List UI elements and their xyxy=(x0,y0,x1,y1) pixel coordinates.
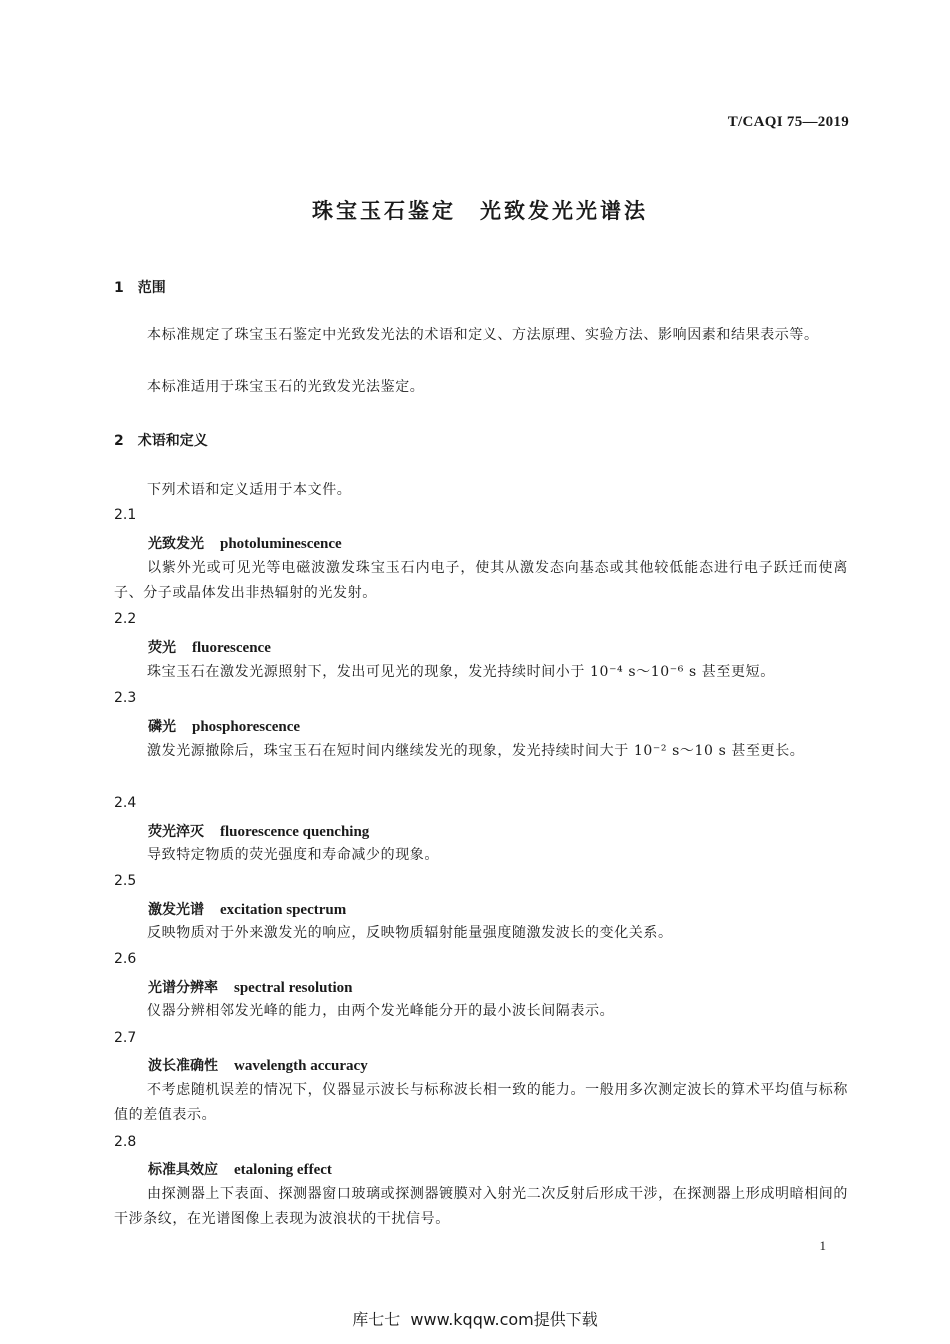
term-zh: 光谱分辨率 xyxy=(148,980,218,996)
term-definition: 由探测器上下表面、探测器窗口玻璃或探测器镀膜对入射光二次反射后形成干涉，在探测器上形成明暗相间的干涉条纹，在光谱图像上表现为波浪状的干扰信号。 xyxy=(114,1186,848,1227)
section-heading-scope: 1 范围 xyxy=(114,280,166,296)
term-zh: 荧光淬灭 xyxy=(148,824,204,840)
term-en: excitation spectrum xyxy=(220,902,347,918)
clause-number: 2.7 xyxy=(114,1030,137,1046)
term-heading xyxy=(148,899,346,919)
term-definition: 以紫外光或可见光等电磁波激发珠宝玉石内电子，使其从激发态向基态或其他较低能态进行电子跃迁而使离子、分子或晶体发出非热辐射的光发射。 xyxy=(114,560,848,601)
term-zh: 标准具效应 xyxy=(148,1162,218,1178)
term-en: fluorescence quenching xyxy=(220,824,370,840)
term-definition: 仪器分辨相邻发光峰的能力，由两个发光峰能分开的最小波长间隔表示。 xyxy=(147,1003,615,1019)
clause-number: 2.1 xyxy=(114,507,137,523)
document-title: 珠宝玉石鉴定 光致发光光谱法 xyxy=(312,199,648,223)
term-en: wavelength accuracy xyxy=(234,1058,368,1074)
scope-paragraph-1: 本标准规定了珠宝玉石鉴定中光致发光法的术语和定义、方法原理、实验方法、影响因素和结果表示等。 xyxy=(147,327,819,343)
clause-number: 2.6 xyxy=(114,951,137,967)
terms-intro: 下列术语和定义适用于本文件。 xyxy=(147,482,352,498)
clause-number: 2.3 xyxy=(114,690,137,706)
doc-code: T/CAQI 75—2019 xyxy=(727,114,849,130)
term-zh: 波长准确性 xyxy=(148,1058,218,1074)
page-number: 1 xyxy=(819,1238,826,1253)
section-heading-terms: 2 术语和定义 xyxy=(114,433,208,449)
term-zh: 磷光 xyxy=(148,719,176,735)
scope-paragraph-2: 本标准适用于珠宝玉石的光致发光法鉴定。 xyxy=(147,379,425,395)
term-en: phosphorescence xyxy=(192,719,301,735)
term-heading xyxy=(148,1159,332,1179)
term-zh: 光致发光 xyxy=(148,536,204,552)
clause-number: 2.4 xyxy=(114,795,137,811)
footer-watermark: 库七七 www.kqqw.com提供下载 xyxy=(352,1310,598,1329)
term-heading xyxy=(148,533,342,553)
term-en: photoluminescence xyxy=(220,536,342,552)
term-heading xyxy=(148,977,352,997)
clause-number: 2.5 xyxy=(114,873,137,889)
term-definition: 导致特定物质的荧光强度和寿命减少的现象。 xyxy=(147,847,439,863)
term-zh: 激发光谱 xyxy=(148,902,204,918)
term-en: spectral resolution xyxy=(234,980,353,996)
term-definition: 珠宝玉石在激发光源照射下，发出可见光的现象，发光持续时间小于 10⁻⁴ s～10⁻⁶ s 甚至更短。 xyxy=(147,664,775,680)
term-heading xyxy=(148,716,300,736)
term-heading xyxy=(148,821,369,841)
clause-number: 2.2 xyxy=(114,611,137,627)
term-heading xyxy=(148,1055,368,1075)
term-definition: 反映物质对于外来激发光的响应，反映物质辐射能量强度随激发波长的变化关系。 xyxy=(147,925,673,941)
clause-number: 2.8 xyxy=(114,1134,137,1150)
term-en: etaloning effect xyxy=(234,1162,332,1178)
term-en: fluorescence xyxy=(192,640,271,656)
term-zh: 荧光 xyxy=(148,640,176,656)
term-definition: 激发光源撤除后，珠宝玉石在短时间内继续发光的现象，发光持续时间大于 10⁻² s～10 s 甚至更长。 xyxy=(147,743,805,759)
term-heading xyxy=(148,637,271,657)
term-definition: 不考虑随机误差的情况下，仪器显示波长与标称波长相一致的能力。一般用多次测定波长的算术平均值与标称值的差值表示。 xyxy=(114,1082,848,1123)
